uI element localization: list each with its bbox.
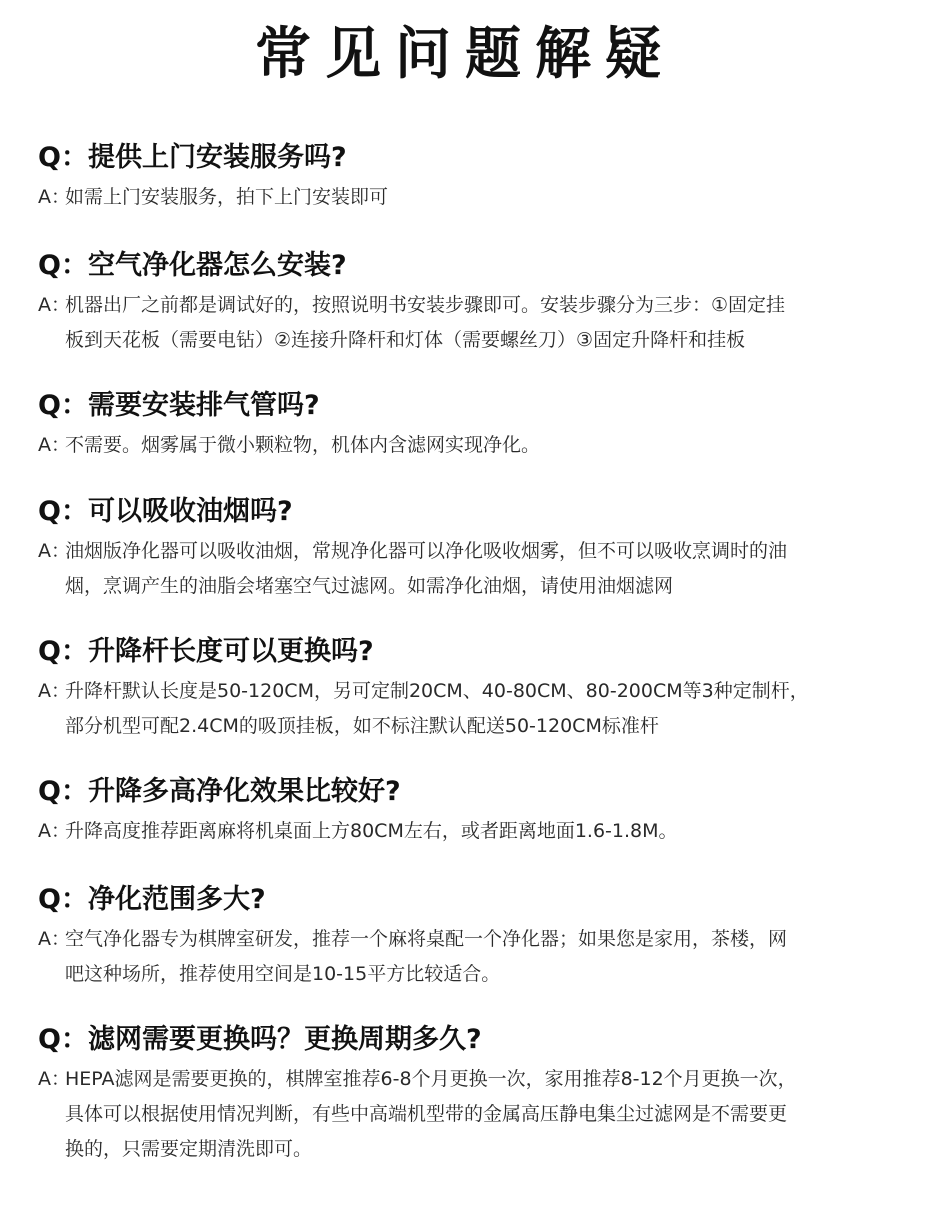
answer-line: 升降高度推荐距离麻将机桌面上方80CM左右，或者距离地面1.6-1.8M。 <box>65 820 678 842</box>
faq-answer <box>38 534 898 604</box>
faq-question <box>38 634 898 670</box>
answer-line: 烟，烹调产生的油脂会堵塞空气过滤网。如需净化油烟，请使用油烟滤网 <box>65 575 674 597</box>
answer-prefix: A： <box>38 928 70 950</box>
faq-answer <box>38 922 898 992</box>
faq-question <box>38 494 898 530</box>
faq-answer <box>38 814 898 849</box>
faq-answer <box>38 674 898 744</box>
question-text: 提供上门安装服务吗? <box>87 142 347 173</box>
question-prefix: Q： <box>38 776 88 807</box>
answer-line: HEPA滤网是需要更换的，棋牌室推荐6-8个月更换一次，家用推荐8-12个月更换一次， <box>65 1068 797 1090</box>
question-text: 需要安装排气管吗? <box>87 390 320 421</box>
faq-item-1 <box>38 140 898 215</box>
answer-prefix: A： <box>38 294 70 316</box>
question-prefix: Q： <box>38 390 88 421</box>
faq-question <box>38 774 898 810</box>
answer-prefix: A： <box>38 434 70 456</box>
faq-item-7 <box>38 882 898 992</box>
answer-line: 油烟版净化器可以吸收油烟，常规净化器可以净化吸收烟雾，但不可以吸收烹调时的油 <box>65 540 788 562</box>
answer-line: 具体可以根据使用情况判断，有些中高端机型带的金属高压静电集尘过滤网是不需要更 <box>65 1103 788 1125</box>
answer-line: 换的，只需要定期清洗即可。 <box>65 1138 313 1160</box>
answer-prefix: A： <box>38 820 70 842</box>
question-prefix: Q： <box>38 250 88 281</box>
answer-line: 不需要。烟雾属于微小颗粒物，机体内含滤网实现净化。 <box>65 434 541 456</box>
question-prefix: Q： <box>38 636 88 667</box>
faq-question <box>38 388 898 424</box>
question-text: 空气净化器怎么安装? <box>87 250 347 281</box>
faq-question <box>38 882 898 918</box>
faq-answer <box>38 288 898 358</box>
answer-line: 板到天花板（需要电钻）②连接升降杆和灯体（需要螺丝刀）③固定升降杆和挂板 <box>65 329 746 351</box>
faq-answer <box>38 428 898 463</box>
question-prefix: Q： <box>38 142 88 173</box>
faq-question <box>38 140 898 176</box>
question-prefix: Q： <box>38 1024 88 1055</box>
answer-prefix: A： <box>38 186 70 208</box>
page-title: 常见问题解疑 <box>255 22 675 87</box>
faq-item-3 <box>38 388 898 463</box>
question-text: 可以吸收油烟吗? <box>87 496 293 527</box>
faq-item-6 <box>38 774 898 849</box>
faq-item-8 <box>38 1022 898 1167</box>
faq-item-4 <box>38 494 898 604</box>
faq-item-2 <box>38 248 898 358</box>
question-text: 升降杆长度可以更换吗? <box>87 636 374 667</box>
answer-line: 部分机型可配2.4CM的吸顶挂板，如不标注默认配送50-120CM标准杆 <box>65 715 659 737</box>
answer-prefix: A： <box>38 680 70 702</box>
question-text: 净化范围多大? <box>87 884 266 915</box>
question-text: 滤网需要更换吗？更换周期多久? <box>87 1024 482 1055</box>
faq-answer <box>38 1062 898 1167</box>
faq-item-5 <box>38 634 898 744</box>
answer-line: 吧这种场所，推荐使用空间是10-15平方比较适合。 <box>65 963 501 985</box>
question-prefix: Q： <box>38 496 88 527</box>
question-prefix: Q： <box>38 884 88 915</box>
question-text: 升降多高净化效果比较好? <box>87 776 401 807</box>
answer-prefix: A： <box>38 540 70 562</box>
faq-answer <box>38 180 898 215</box>
faq-question <box>38 248 898 284</box>
answer-line: 如需上门安装服务，拍下上门安装即可 <box>65 186 389 208</box>
faq-question <box>38 1022 898 1058</box>
answer-line: 升降杆默认长度是50-120CM，另可定制20CM、40-80CM、80-200CM等3种定制杆， <box>65 680 809 702</box>
answer-line: 空气净化器专为棋牌室研发，推荐一个麻将桌配一个净化器；如果您是家用，茶楼，网 <box>65 928 788 950</box>
answer-line: 机器出厂之前都是调试好的，按照说明书安装步骤即可。安装步骤分为三步：①固定挂 <box>65 294 786 316</box>
answer-prefix: A： <box>38 1068 70 1090</box>
